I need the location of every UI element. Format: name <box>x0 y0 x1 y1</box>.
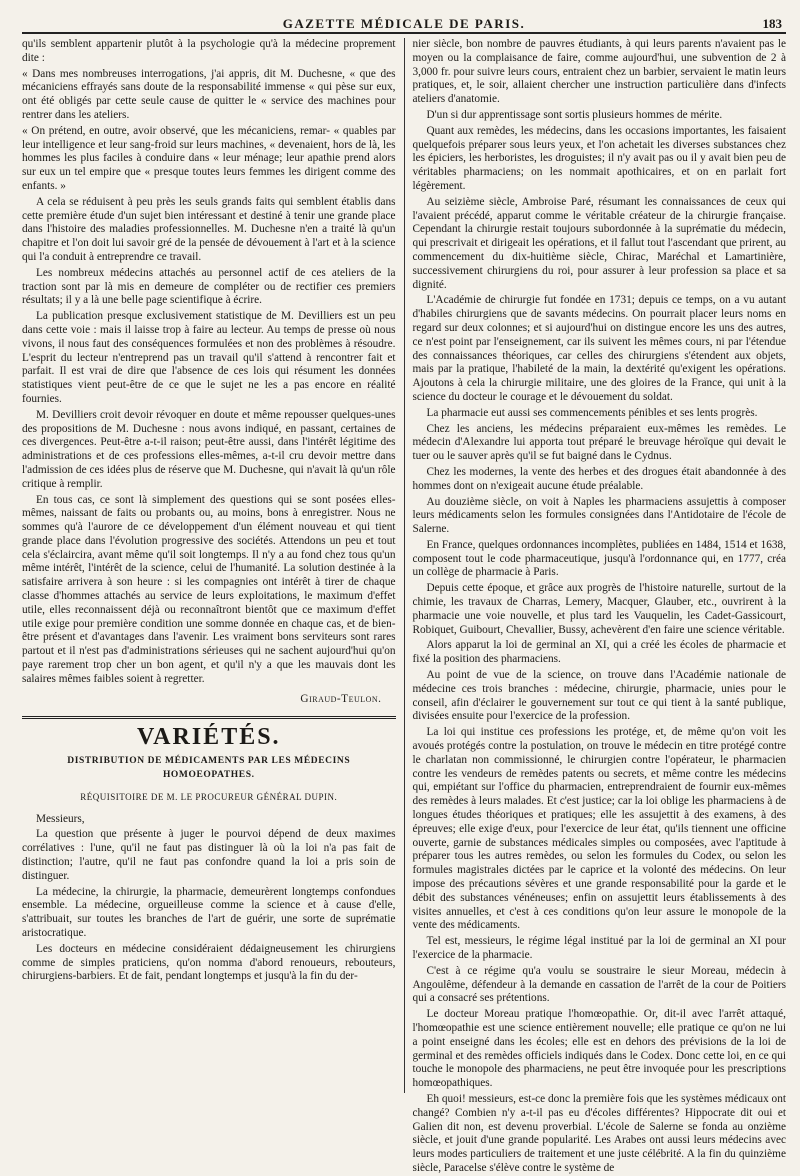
paragraph: Le docteur Moreau pratique l'homœopathie. Or, dit-il avec l'arrêt attaqué, l'homœopathie est une science entièrement nouvelle; elle pratique ce qu'on ne lui a point enseigné dans les écoles; elle est en dehors des prévisions de la loi de germinal et des remèdes officiels indiqués dans le Codex. Donc cette loi, en ce qui touche le monopole des pharmaciens, ne peut être invoquée pour les prescriptions homœopathiques. <box>412 1008 786 1090</box>
paragraph: La pharmacie eut aussi ses commencements pénibles et ses lents progrès. <box>426 406 758 419</box>
paragraph: La question que présente à juger le pourvoi dépend de deux maximes corrélatives : l'une, qu'il ne faut pas distinguer là où la loi n'a pas fait de distinction; l'autre, qu'il ne faut pas confondre quand la loi a pris soin de distinguer. <box>22 828 396 882</box>
paragraph: « Dans mes nombreuses interrogations, j'ai appris, dit M. Duchesne, « que des mécaniciens effrayés sans doute de la responsabilité immense « qui pèse sur eux, ont été obligés par cette seule cause de quitter le « service des machines pour rentrer dans les ateliers. <box>22 67 396 121</box>
journal-title: GAZETTE MÉDICALE DE PARIS. <box>282 16 526 31</box>
paragraph: Au seizième siècle, Ambroise Paré, résumant les connaissances de ceux qui l'avaient précédé, apparut comme le véritable créateur de la chirurgie française. Cependant la chirurgie restait toujours subordonnée à la suprématie du médecin, qui prescrivait et dirigeait les opérations, et il fallut tout l'ascendant que prirent, au commencement du dix-huitième siècle, Chirac, Maréchal et Lamartinière, successivement chirurgiens du roi, pour assurer à leur profession sa place et sa dignité. <box>412 195 786 291</box>
left-column <box>22 38 396 1093</box>
paragraph: Au douzième siècle, on voit à Naples les pharmaciens assujettis à composer leurs médicaments selon les formules consignées dans l'Antidotaire de l'école de Salerne. <box>412 495 786 536</box>
paragraph: Au point de vue de la science, on trouve dans l'Académie nationale de médecine ces trois branches : médecine, chirurgie, pharmacie, unies pour le conseil, afin d'éclairer le gouvernement sur tout ce qui tient à la santé publique, divisées ensuite pour l'exercice de la profession. <box>412 669 786 723</box>
paragraph: nier siècle, bon nombre de pauvres étudiants, à qui leurs parents n'avaient pas le moyen ou la complaisance de faire, comme aujourd'hui, une subvention de 2 à 3,000 fr. pour suivre leurs cours, entraient chez un barbier, servaient le matin leurs pratiques, et, le soir, allaient chercher une instruction particulière dans d'infects ateliers d'anatomie. <box>412 38 786 106</box>
paragraph: D'un si dur apprentissage sont sortis plusieurs hommes de mérite. <box>426 108 723 121</box>
article-continuation <box>22 38 396 687</box>
paragraph: « On prétend, en outre, avoir observé, que les mécaniciens, remar- « quables par leur intelligence et leur sang-froid sur leurs machines, « devenaient, hors de là, les hommes les plus faciles à conduire dans « leur ménage; leur apathie prend alors sur eux un tel empire que « presque toutes leurs femmes les dirigent comme des enfants. » <box>22 124 396 192</box>
paragraph: La médecine, la chirurgie, la pharmacie, demeurèrent longtemps confondues ensemble. La médecine, orgueilleuse comme la science et à cause d'elle, s'attribuait, sur toutes les branches de l'art de guérir, une sorte de suprématie aristocratique. <box>22 885 396 940</box>
paragraph: A cela se réduisent à peu près les seuls grands faits qui semblent établis dans cette première étude d'un sujet bien intéressant et destiné à tenir une grande place dans l'histoire des maladies professionnelles. M. Duchesne n'en a traité là qu'un chapitre et l'on doit lui savoir gré de la pensée de dévouement à l'art et à la science qui l'a conduit à entreprendre ce travail. <box>22 195 396 263</box>
section-title: VARIÉTÉS. <box>136 724 281 751</box>
paragraph: M. Devilliers croit devoir révoquer en doute et même repousser quelques-unes des propositions de M. Duchesne : nous avons indiqué, en passant, certaines de ces divergences. Peut-être a-t-il raison; peut-être aussi, dans l'intérêt légitime des administrations et de ces professions elles-mêmes, a-t-il cru devoir mettre dans l'admission de ces idées plus de réserve que M. Duchesne, qui n'avait là qu'un rôle critique à remplir. <box>22 408 396 490</box>
paragraph: Quant aux remèdes, les médecins, dans les occasions importantes, les faisaient quelquefois préparer sous leurs yeux, et l'on achetait les diverses substances chez les épiciers, les herboristes, les droguistes; il n'y avait pas ou il y avait bien peu de véritables pharmaciens; on les nommait apothicaires, et on en parlait fort légèrement. <box>412 124 786 192</box>
right-column <box>412 38 786 1174</box>
paragraph: Chez les modernes, la vente des herbes et des drogues était abandonnée à des hommes dont on n'exigeait aucune étude préalable. <box>412 465 786 492</box>
paragraph: La publication presque exclusivement statistique de M. Devilliers est un peu dans cette voie : mais il laisse trop à faire au lecteur. Au temps de presse où nous vivons, il nous faut des conséquences formulées et non des problèmes à résoudre. L'esprit du lecteur n'entreprend pas un travail qu'il s'attend à rencontrer fait et parfait. Il est vrai de dire que l'absence de ces lois qui résument les données statistiques vient peut-être de ce que le sujet ne les a pas encore en réalité fournies. <box>22 310 396 405</box>
paragraph: Alors apparut la loi de germinal an XI, qui a créé les écoles de pharmacie et fixé la position des pharmaciens. <box>412 639 786 666</box>
article-body-continued <box>412 38 786 1176</box>
section-divider <box>22 716 396 719</box>
paragraph: Les docteurs en médecine considéraient dédaigneusement les chirurgiens comme de simples praticiens, qu'on nomma d'abord renoueurs, rebouteurs, chirurgiens-barbiers. Et de fait, pendant longtemps et jusqu'à la fin du der- <box>22 942 396 983</box>
page-header <box>22 6 786 34</box>
paragraph: Chez les anciens, les médecins préparaient eux-mêmes les remèdes. Le médecin d'Alexandre lui apporta tout préparé le breuvage héroïque qui devait le tuer ou le sauver après qu'il se fut baigné dans le Cydnus. <box>412 422 786 463</box>
salutation: Messieurs, <box>36 812 85 825</box>
paragraph: C'est à ce régime qu'a voulu se soustraire le sieur Moreau, médecin à Angoulême, défendeur à la demande en cassation de l'arrêt de la cour de Poitiers qui a consacré ses prétentions. <box>412 964 786 1005</box>
article-body-start <box>22 828 396 984</box>
author-signature: Giraud-Teulon. <box>300 692 382 705</box>
text-columns <box>22 38 786 1174</box>
column-rule <box>404 38 405 1093</box>
paragraph: qu'ils semblent appartenir plutôt à la psychologie qu'à la médecine proprement dite : <box>22 38 396 64</box>
paragraph: Tel est, messieurs, le régime légal institué par la loi de germinal an XI pour l'exercice de la pharmacie. <box>412 935 786 961</box>
article-heading: DISTRIBUTION DE MÉDICAMENTS PAR LES MÉDECINS HOMOEOPATHES. <box>67 756 351 781</box>
paragraph: En tous cas, ce sont là simplement des questions qui se sont posées elles-mêmes, naissant de faits ou probants ou, au moins, bons à enregistrer. Nous ne sommes qu'à l'aurore de ce développement d'un élément nouveau et qui tient grande place dans l'évolution progressive des sociétés. Attendons un peu et tout cela s'éclaircira, avant même qu'il soit longtemps. Il n'y a au fond chez tous qu'un même intérêt, l'intérêt de la science, celui de l'humanité. La solution destinée à la satisfaire arrivera à son heure : si les compagnies ont intérêt à tirer de chaque classe d'hommes attachés au service de leurs exploitations, le maximum d'effet utile, elles reconnaissent déjà ou reconnaîtront bientôt que ce maximum d'effet utile exige pour première condition une somme donnée en chaque cas, et de bien-être présent et d'avantages dans l'avenir. Les vraiment bons serviteurs sont rares partout et il n'est pas d'administrations sérieuses qui ne sachent aujourd'hui qu'on paye rarement trop cher un bon agent, et qu'il n'y a que les mauvais dont les salaires mêmes faibles soient à regretter. <box>22 493 396 685</box>
paragraph: Les nombreux médecins attachés au personnel actif de ces ateliers de la traction sont par là mis en demeure de compléter ou de rectifier ces premiers résultats; il y a là une belle page scientifique à écrire. <box>22 266 396 307</box>
article-subheading: RÉQUISITOIRE DE M. LE PROCUREUR GÉNÉRAL DUPIN. <box>80 791 338 802</box>
paragraph: Depuis cette époque, et grâce aux progrès de l'histoire naturelle, surtout de la chimie, les travaux de Charras, Lemery, Macquer, Glauber, etc., ouvrirent à la pharmacie une voie nouvelle, et plus tard les Vauquelin, les Cadet-Gassicourt, Robiquet, Guibourt, Chevallier, Bussy, achevèrent d'en faire une science véritable. <box>412 582 786 636</box>
paragraph: La loi qui institue ces professions les protége, et, de même qu'on voit les avoués protégés contre la postulation, on trouve le médecin en titre protégé contre le charlatan non commissionné, le chirurgien contre l'opérateur, le pharmacien contre les vendeurs de remèdes patents ou secrets, et même contre les médecins qui, empiétant sur l'office du pharmacien, entreprendraient de fournir eux-mêmes des remèdes à leurs malades. Et c'est justice; car la loi oblige les pharmaciens à de longues études théoriques et pratiques; elle les assujettit à des examens, à des épreuves; elle exige d'eux, pour l'exercice de leur état, qu'ils tiennent une officine ouverte, garnie de substances médicales simples ou composées, avec l'aptitude à préparer tous les autres remèdes, ou selon les formules du Codex, ou selon les formules magistrales dictées par le caprice et la volonté des médecins. On leur impose des précautions sévères et une grande responsabilité pour la garde et le débit des substances vénéneuses; enfin on assujettit leurs établissements à des visites annuelles, et c'est à ces conditions qu'on leur assure le monopole de la vente des médicaments. <box>412 726 786 932</box>
paragraph: Eh quoi! messieurs, est-ce donc la première fois que les systèmes médicaux ont changé? Combien n'y a-t-il pas eu d'écoles différentes? Hippocrate dit oui et Galien dit non, est devenu proverbial. L'école de Salerne se fonda au onzième siècle, et jouit d'une grande popularité. Les Arabes ont aussi leurs médecins avec leurs modes particuliers de traitement et une juste célébrité. A la fin du quinzième siècle, Paracelse s'élève contre le système de <box>412 1092 786 1174</box>
paragraph: L'Académie de chirurgie fut fondée en 1731; depuis ce temps, on a vu autant d'habiles chirurgiens que de savants médecins. On pourrait placer leurs noms en regard sur deux colonnes; et si aujourd'hui on distingue encore les uns des autres, ce n'est point par l'enseignement, car ils suivent les mêmes cours, ni par l'étendue des connaissances théoriques, car celles des chirurgiens s'étendent aux objets, mais par la pratique, l'habileté de la main, la dextérité qu'exigent les opérations. Ajoutons à cela la chirurgie militaire, une des gloires de la France, qui unit à la science du docteur le courage et le dévouement du soldat. <box>412 294 786 403</box>
paragraph: En France, quelques ordonnances incomplètes, publiées en 1484, 1514 et 1638, composent tout le code pharmaceutique, jusqu'à l'ordonnance qui, en 1777, créa un collège de pharmacie à Paris. <box>412 538 786 579</box>
page-number: 183 <box>762 16 782 31</box>
